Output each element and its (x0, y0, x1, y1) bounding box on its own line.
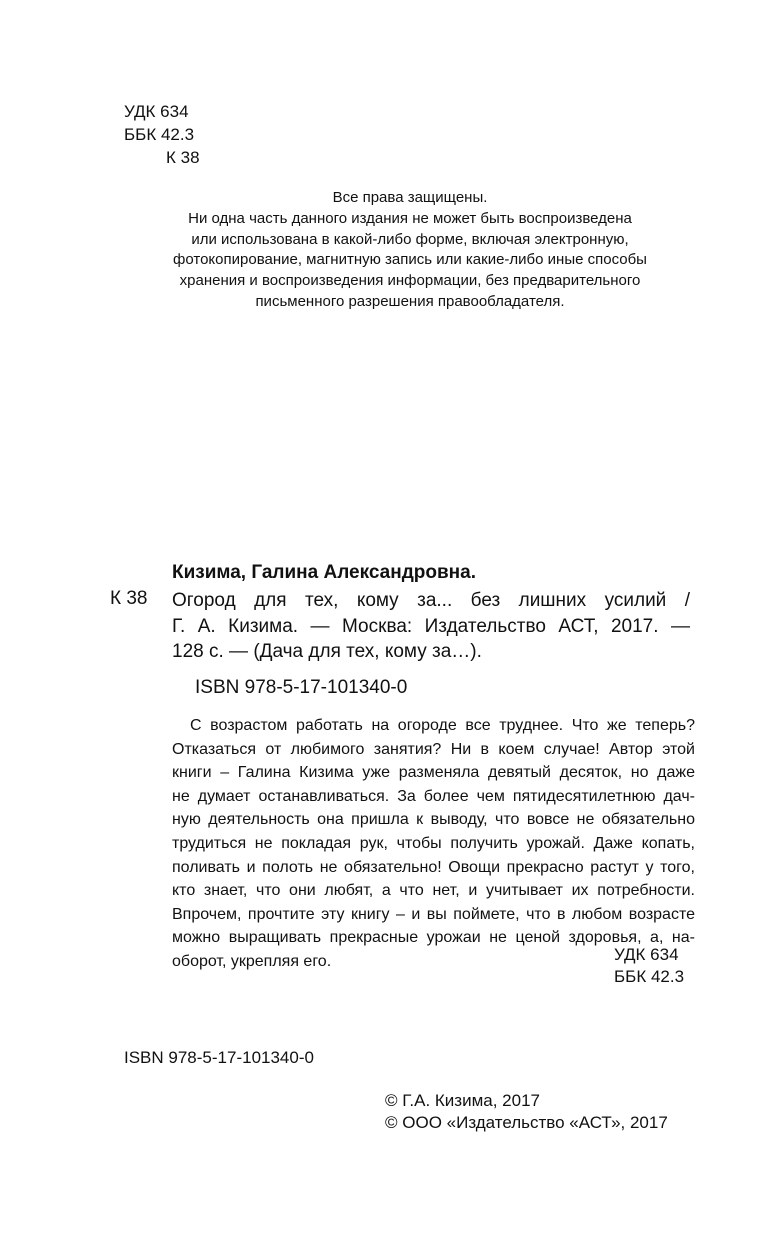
rights-line: хранения и воспроизведения информации, без предварительного (179, 272, 641, 290)
annotation-line: не думает останавливаться. За более чем пятидесятилетнюю дач- (172, 787, 695, 805)
annotation-line: поливать и полоть не обязательно! Овощи прекрасно растут у того, (172, 858, 695, 876)
annotation-line: кто знает, что они любят, а что нет, и учитывает их потребности. (172, 882, 695, 900)
classification-codes-top (124, 100, 200, 169)
annotation-line: Отказаться от любимого занятия? Ни в коем случае! Автор этой (172, 740, 695, 758)
rights-line: письменного разрешения правообладателя. (255, 292, 565, 310)
rights-notice (100, 188, 720, 313)
classification-codes-bottom (614, 944, 684, 988)
annotation-line: книги – Галина Кизима уже разменяла девятый десяток, но даже (172, 764, 695, 782)
bib-line: 128 с. — (Дача для тех, кому за…). (172, 641, 482, 662)
bibliographic-description (172, 588, 690, 665)
rights-line: Ни одна часть данного издания не может быть воспроизведена (188, 209, 632, 227)
bib-line: Г. А. Кизима. — Москва: Издательство АСТ, 2017. — (172, 615, 690, 637)
bbk-code: ББК 42.3 (614, 967, 685, 986)
rights-line: фотокопирование, магнитную запись или какие-либо иные способы (173, 251, 647, 269)
udk-code: УДК 634 (614, 945, 679, 964)
rights-line: или использована в какой-либо форме, включая электронную, (191, 230, 629, 248)
isbn: ISBN 978-5-17-101340-0 (195, 677, 408, 698)
annotation-line: трудиться не покладая рук, чтобы получить урожай. Даже копать, (172, 834, 695, 852)
copyright-block (385, 1090, 668, 1134)
annotation-line: Впрочем, прочтите эту книгу – и вы поймете, что в любом возрасте (172, 905, 695, 923)
bib-line: Огород для тех, кому за... без лишних усилий / (172, 590, 690, 611)
annotation-line: ную деятельность она пришла к выводу, что вовсе не обязательно (172, 811, 695, 829)
rights-line: Все права защищены. (332, 189, 488, 206)
copyright-line: © Г.А. Кизима, 2017 (385, 1091, 540, 1110)
udk-code: УДК 634 (124, 102, 189, 121)
annotation-line: оборот, укрепляя его. (172, 952, 332, 970)
annotation-line: можно выращивать прекрасные урожаи не ценой здоровья, а, на- (172, 929, 695, 947)
author-mark: К 38 (166, 148, 200, 167)
margin-author-mark: К 38 (110, 588, 148, 609)
annotation (172, 714, 695, 974)
bbk-code: ББК 42.3 (124, 125, 195, 144)
author-heading: Кизима, Галина Александровна. (172, 562, 476, 583)
annotation-line: С возрастом работать на огороде все труднее. Что же теперь? (190, 717, 695, 734)
copyright-line: © ООО «Издательство «АСТ», 2017 (385, 1113, 668, 1132)
isbn-bottom: ISBN 978-5-17-101340-0 (124, 1048, 314, 1067)
